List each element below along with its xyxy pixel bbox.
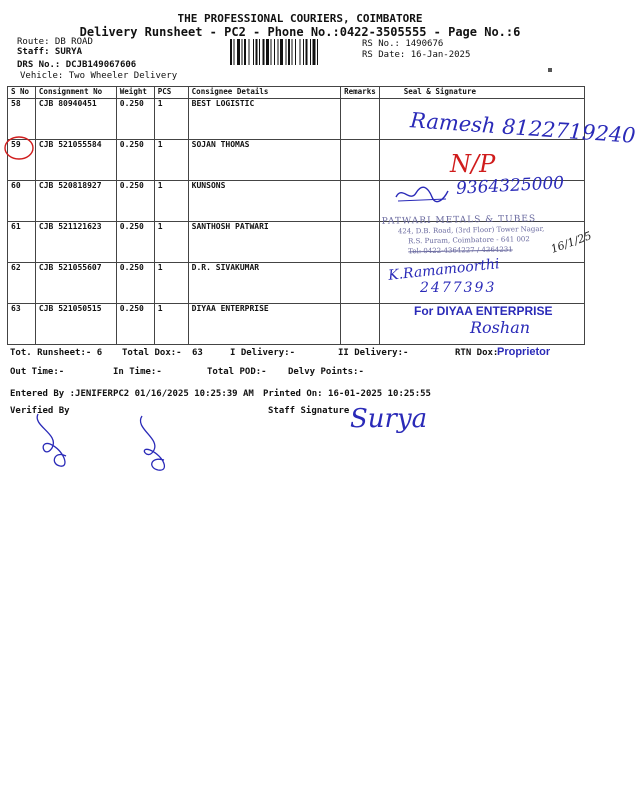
diyaa-signature: Roshan: [470, 318, 531, 337]
row-consignee: BEST LOGISTIC: [188, 99, 340, 140]
row-remarks: [341, 222, 380, 263]
table-row: [8, 140, 585, 181]
dot-mark: [548, 68, 552, 72]
row-weight: 0.250: [116, 263, 154, 304]
row-sno: 62: [8, 263, 36, 304]
row-consignee: DIYAA ENTERPRISE: [188, 304, 340, 345]
diyaa-stamp-title: For DIYAA ENTERPRISE: [414, 304, 553, 318]
row-weight: 0.250: [116, 304, 154, 345]
vehicle-label: Vehicle: Two Wheeler Delivery: [20, 71, 178, 81]
row-pcs: 1: [154, 263, 188, 304]
rs-number: RS No.: 1490676: [362, 39, 444, 49]
row-weight: 0.250: [116, 222, 154, 263]
row-consignee: SOJAN THOMAS: [188, 140, 340, 181]
red-circle-mark: [2, 133, 38, 163]
total-pod: Total POD:-: [207, 367, 267, 377]
row-sno: 63: [8, 304, 36, 345]
row-weight: 0.250: [116, 99, 154, 140]
row-pcs: 1: [154, 222, 188, 263]
route-label: Route: DB ROAD: [17, 37, 93, 47]
verified-by: Verified By: [10, 406, 70, 416]
barcode: [230, 39, 356, 65]
runsheet-subtitle: Delivery Runsheet - PC2 - Phone No.:0422-3505555 - Page No.:6: [79, 25, 521, 39]
stamp-line: Tel: 0422-4364227 / 4364231: [408, 245, 513, 256]
stamp-line: R.S. Puram, Coimbatore - 641 002: [408, 235, 530, 246]
table-header-row: [8, 87, 585, 99]
handwritten-ramesh: Ramesh 8122719240: [409, 108, 636, 148]
row-remarks: [341, 181, 380, 222]
delvy-points: Delvy Points:-: [288, 367, 364, 377]
i-delivery: I Delivery:-: [230, 348, 296, 358]
row-pcs: 1: [154, 304, 188, 345]
col-sno: S No: [8, 87, 36, 99]
drs-number: DRS No.: DCJB149067606: [17, 60, 137, 70]
out-time: Out Time:-: [10, 367, 65, 377]
row-remarks: [341, 99, 380, 140]
staff-signature-label: Staff Signature: [268, 406, 350, 416]
row-pcs: 1: [154, 181, 188, 222]
rtn-dox: RTN Dox:: [455, 348, 499, 358]
rs-date: RS Date: 16-Jan-2025: [362, 50, 471, 60]
company-title: THE PROFESSIONAL COURIERS, COIMBATORE: [177, 12, 423, 25]
handwritten-phone: 9364325000: [455, 173, 565, 199]
col-weight: Weight: [116, 87, 154, 99]
row-sno: 59: [8, 140, 36, 181]
row-consignee: KUNSONS: [188, 181, 340, 222]
staff-label: Staff: SURYA: [17, 47, 83, 57]
signature-scribble: [392, 183, 452, 205]
row-weight: 0.250: [116, 140, 154, 181]
diyaa-proprietor: Proprietor: [497, 346, 551, 358]
row-sno: 60: [8, 181, 36, 222]
handwritten-np: N/P: [450, 150, 496, 178]
total-dox-label: Total Dox:-: [122, 348, 182, 358]
row-consignment: CJB 80940451: [35, 99, 116, 140]
in-time: In Time:-: [113, 367, 162, 377]
row-remarks: [341, 140, 380, 181]
row-consignment: CJB 521055584: [35, 140, 116, 181]
row-sno: 58: [8, 99, 36, 140]
col-consignment: Consignment No: [35, 87, 116, 99]
row-consignment: CJB 520818927: [35, 181, 116, 222]
printed-on: Printed On: 16-01-2025 10:25:55: [263, 389, 431, 399]
row-remarks: [341, 304, 380, 345]
stamp-line: PATWARI METALS & TUBES: [381, 214, 537, 227]
stamp-line: 424, D.B. Road, (3rd Floor) Tower Nagar,: [397, 224, 545, 236]
ii-delivery: II Delivery:-: [338, 348, 409, 358]
row-consignment: CJB 521050515: [35, 304, 116, 345]
row-consignee: SANTHOSH PATWARI: [188, 222, 340, 263]
entered-by: Entered By :JENIFERPC2 01/16/2025 10:25:39 AM: [10, 389, 254, 399]
row-consignment: CJB 521055607: [35, 263, 116, 304]
handwritten-number: 2477393: [420, 280, 497, 296]
col-consignee: Consignee Details: [188, 87, 340, 99]
row-weight: 0.250: [116, 181, 154, 222]
handwritten-date: 16/1/25: [549, 229, 594, 256]
total-dox-value: 63: [192, 348, 203, 358]
col-remarks: Remarks: [341, 87, 380, 99]
row-pcs: 1: [154, 99, 188, 140]
row-remarks: [341, 263, 380, 304]
verified-signature: [30, 410, 190, 474]
row-consignment: CJB 521121623: [35, 222, 116, 263]
row-sno: 61: [8, 222, 36, 263]
row-pcs: 1: [154, 140, 188, 181]
staff-signature-hand: Surya: [350, 404, 428, 434]
handwritten-name: K.Ramamoorthi: [387, 256, 501, 284]
col-pcs: PCS: [154, 87, 188, 99]
col-seal: Seal & Signature: [379, 87, 584, 99]
row-consignee: D.R. SIVAKUMAR: [188, 263, 340, 304]
tot-runsheet: Tot. Runsheet:- 6: [10, 348, 103, 358]
